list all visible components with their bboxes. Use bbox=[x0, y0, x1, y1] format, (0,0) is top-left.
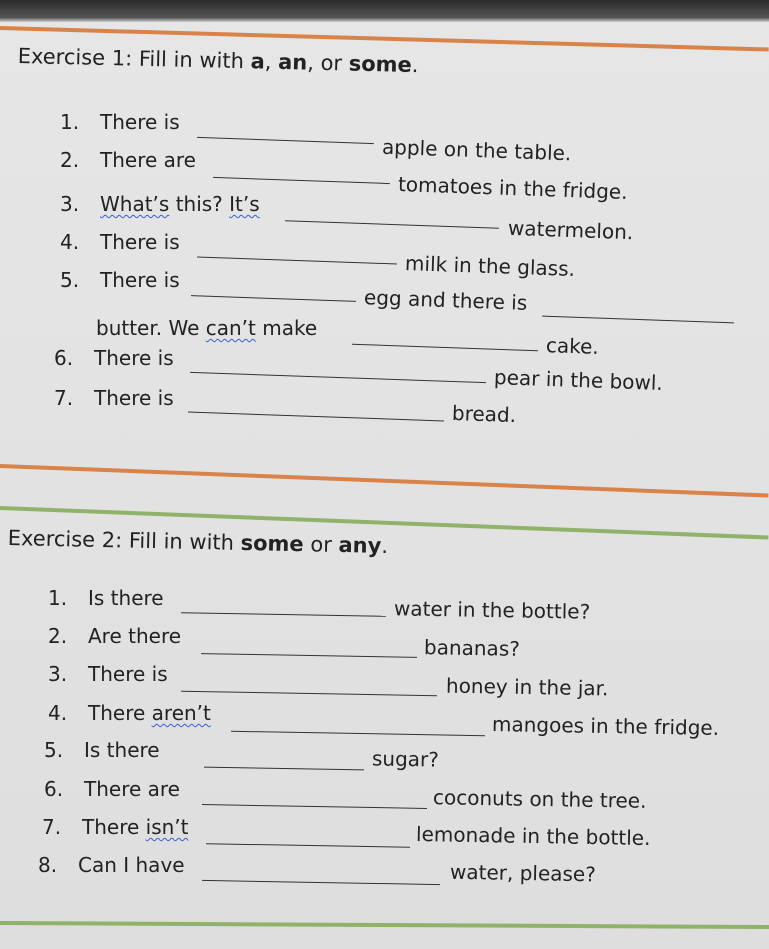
ex2-blank-7[interactable] bbox=[206, 843, 410, 848]
ex2-blank-1[interactable] bbox=[181, 612, 386, 617]
ex2-item-4: 4. There aren’t bbox=[48, 701, 211, 725]
ex1-item-1: 1. There is bbox=[60, 110, 180, 134]
ex1-tail-5: egg and there is bbox=[363, 285, 528, 315]
ex2-blank-3[interactable] bbox=[181, 691, 437, 696]
ex1-blank-5a[interactable] bbox=[191, 295, 356, 302]
ex1-blank-4[interactable] bbox=[197, 257, 397, 265]
ex2-item-5: 5. Is there bbox=[44, 738, 160, 762]
ex2-tail-3: honey in the jar. bbox=[445, 673, 609, 701]
ex2-item-1: 1. Is there bbox=[48, 586, 164, 610]
ex2-item-8: 8. Can I have bbox=[38, 853, 185, 877]
ex1-blank-5c[interactable] bbox=[352, 344, 538, 351]
ex1-tail-6: pear in the bowl. bbox=[493, 365, 664, 395]
ex2-item-6: 6. There are bbox=[44, 777, 180, 801]
exercise-2-title: Exercise 2: Fill in with some or any. bbox=[7, 526, 389, 558]
ex2-tail-7: lemonade in the bottle. bbox=[415, 821, 651, 851]
ex2-item-3: 3. There is bbox=[48, 662, 168, 686]
ex1-blank-2[interactable] bbox=[213, 177, 390, 184]
ex1-item-2: 2. There are bbox=[60, 148, 196, 172]
orange-rule-middle bbox=[0, 464, 768, 498]
ex1-blank-6[interactable] bbox=[190, 372, 486, 383]
ex1-tail-1: apple on the table. bbox=[381, 134, 572, 166]
ex2-blank-8[interactable] bbox=[202, 880, 440, 885]
ex2-tail-2: bananas? bbox=[423, 635, 521, 661]
ex1-blank-7[interactable] bbox=[188, 412, 444, 422]
ex1-tail-4: milk in the glass. bbox=[404, 251, 576, 281]
ex1-tail-2: tomatoes in the fridge. bbox=[397, 172, 628, 204]
ex2-tail-8: water, please? bbox=[449, 859, 597, 887]
ex1-item-4: 4. There is bbox=[60, 230, 180, 254]
ex2-blank-6[interactable] bbox=[202, 804, 427, 809]
ex2-tail-6: coconuts on the tree. bbox=[432, 785, 647, 813]
ex2-tail-5: sugar? bbox=[371, 746, 440, 772]
ex2-tail-1: water in the bottle? bbox=[393, 596, 591, 624]
ex1-item-3: 3. What’s this? It’s bbox=[60, 192, 260, 216]
ex2-item-2: 2. Are there bbox=[48, 624, 182, 648]
ex1-item-7: 7. There is bbox=[54, 386, 174, 410]
ex2-blank-4[interactable] bbox=[231, 731, 485, 736]
ex1-blank-5b[interactable] bbox=[542, 316, 734, 324]
ex2-blank-5[interactable] bbox=[204, 767, 364, 771]
ex1-blank-3[interactable] bbox=[285, 220, 499, 228]
exercise-1-title: Exercise 1: Fill in with a, an, or some. bbox=[17, 44, 419, 78]
ex2-tail-4: mangoes in the fridge. bbox=[491, 712, 720, 740]
ex1-tail-7: bread. bbox=[451, 400, 517, 428]
ex1-item-5-continued: butter. We can’t make bbox=[96, 316, 318, 340]
ex1-item-6: 6. There is bbox=[54, 346, 174, 370]
ex1-blank-1[interactable] bbox=[197, 137, 374, 144]
ex1-tail-3: watermelon. bbox=[507, 215, 634, 245]
ex1-tail-5-continued: cake. bbox=[545, 333, 600, 359]
top-edge bbox=[0, 0, 769, 22]
ex2-item-7: 7. There isn’t bbox=[42, 815, 189, 839]
green-rule-bottom bbox=[0, 921, 769, 929]
ex2-blank-2[interactable] bbox=[201, 653, 417, 658]
ex1-item-5: 5. There is bbox=[60, 268, 180, 292]
